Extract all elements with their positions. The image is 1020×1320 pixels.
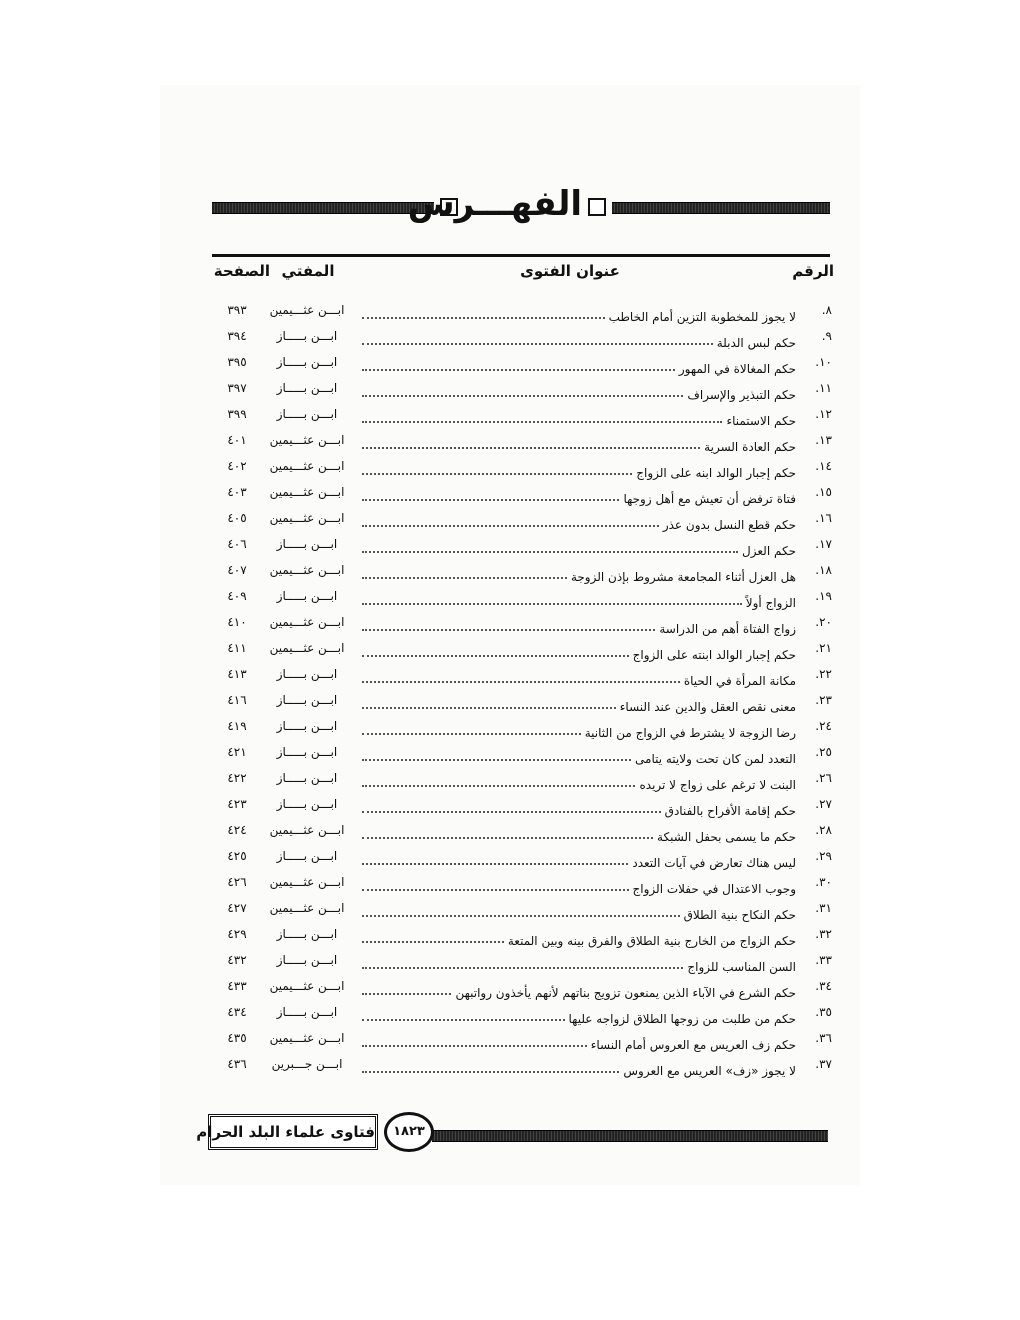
row-page: ٤٢٥ [227, 849, 247, 863]
row-page: ٤٢٧ [227, 901, 247, 915]
table-row [0, 976, 1020, 1002]
row-mufti: ابـــن عثـــيمين [269, 641, 345, 655]
row-number: ٢٢. [815, 667, 832, 681]
row-page: ٤٠١ [227, 433, 247, 447]
row-title: حكم الاستمناء [726, 414, 796, 428]
row-title: السن المناسب للزواج [687, 960, 796, 974]
row-page: ٤٣٢ [227, 953, 247, 967]
table-row [0, 508, 1020, 534]
row-title-cell [362, 614, 796, 636]
row-title: حكم العادة السرية [704, 440, 796, 454]
row-title: حكم لبس الدبلة [716, 336, 796, 350]
row-title-cell [362, 302, 796, 324]
row-page: ٣٩٣ [227, 303, 247, 317]
row-title-cell [362, 432, 796, 454]
footer-bar [432, 1130, 828, 1142]
table-row [0, 690, 1020, 716]
row-title: لا يجوز للمخطوبة التزين أمام الخاطب [608, 310, 796, 324]
table-row [0, 664, 1020, 690]
row-page: ٤٢١ [227, 745, 247, 759]
row-mufti: ابـــن بـــــاز [276, 693, 338, 707]
row-title-cell [362, 536, 796, 558]
row-title: وجوب الاعتدال في حفلات الزواج [632, 882, 796, 896]
dot-leader [362, 759, 631, 761]
dot-leader [362, 1045, 587, 1047]
dot-leader [362, 447, 700, 449]
index-title: الفهـــرس [407, 184, 582, 224]
row-number: ١٩. [815, 589, 832, 603]
row-page: ٤٠٧ [227, 563, 247, 577]
row-title-cell [362, 666, 796, 688]
row-title: حكم المغالاة في المهور [678, 362, 796, 376]
row-title: حكم من طلبت من زوجها الطلاق لزواجه عليها [568, 1012, 796, 1026]
dot-leader [362, 629, 655, 631]
page-number: ١٨٢٣ [384, 1112, 434, 1152]
row-mufti: ابـــن عثـــيمين [269, 875, 345, 889]
table-row [0, 612, 1020, 638]
row-title-cell [362, 692, 796, 714]
row-mufti: ابـــن عثـــيمين [269, 615, 345, 629]
row-title-cell [362, 406, 796, 428]
row-title-cell [362, 926, 796, 948]
row-title-cell [362, 380, 796, 402]
row-title: رضا الزوجة لا يشترط في الزواج من الثانية [584, 726, 796, 740]
table-row [0, 404, 1020, 430]
row-page: ٤٠٣ [227, 485, 247, 499]
row-title-cell [362, 900, 796, 922]
row-mufti: ابـــن بـــــاز [276, 407, 338, 421]
row-title: حكم إقامة الأفراح بالفنادق [664, 804, 796, 818]
row-page: ٤١١ [227, 641, 247, 655]
row-page: ٤٢٢ [227, 771, 247, 785]
table-row [0, 1054, 1020, 1080]
row-title-cell [362, 354, 796, 376]
table-row [0, 768, 1020, 794]
row-title: زواج الفتاة أهم من الدراسة [659, 622, 796, 636]
dot-leader [362, 915, 680, 917]
row-title: معنى نقص العقل والدين عند النساء [619, 700, 796, 714]
row-mufti: ابـــن بـــــاز [276, 355, 338, 369]
row-mufti: ابـــن بـــــاز [276, 537, 338, 551]
row-number: ٣٤. [815, 979, 832, 993]
dot-leader [362, 395, 683, 397]
row-mufti: ابـــن بـــــاز [276, 927, 338, 941]
row-title-cell [362, 848, 796, 870]
dot-leader [362, 499, 619, 501]
row-title-cell [362, 640, 796, 662]
row-number: ١٠. [815, 355, 832, 369]
dot-leader [362, 941, 504, 943]
dot-leader [362, 967, 683, 969]
row-title-cell [362, 718, 796, 740]
row-number: ١٥. [815, 485, 832, 499]
row-page: ٤٢٣ [227, 797, 247, 811]
column-header-mufti: المفتي [281, 262, 335, 280]
row-number: ٢٦. [815, 771, 832, 785]
table-row [0, 560, 1020, 586]
dot-leader [362, 551, 738, 553]
row-title: التعدد لمن كان تحت ولايته يتامى [635, 752, 796, 766]
row-mufti: ابـــن بـــــاز [276, 719, 338, 733]
row-title: حكم إجبار الوالد ابنته على الزواج [632, 648, 796, 662]
row-mufti: ابـــن جـــبرين [271, 1057, 343, 1071]
row-page: ٣٩٩ [227, 407, 247, 421]
row-title-cell [362, 822, 796, 844]
row-page: ٤٣٤ [227, 1005, 247, 1019]
table-row [0, 898, 1020, 924]
dot-leader [362, 733, 581, 735]
row-number: ٣٢. [815, 927, 832, 941]
row-mufti: ابـــن عثـــيمين [269, 563, 345, 577]
row-title-cell [362, 978, 796, 1000]
row-title-cell [362, 952, 796, 974]
row-title: حكم ما يسمى بحفل الشبكة [657, 830, 796, 844]
dot-leader [362, 811, 661, 813]
table-row [0, 1028, 1020, 1054]
row-number: ٩. [821, 329, 832, 343]
row-number: ١٤. [815, 459, 832, 473]
row-page: ٣٩٧ [227, 381, 247, 395]
row-title-cell [362, 796, 796, 818]
dot-leader [362, 421, 722, 423]
row-page: ٤٠٦ [227, 537, 247, 551]
row-title-cell [362, 588, 796, 610]
table-row [0, 586, 1020, 612]
row-title-cell [362, 744, 796, 766]
table-row [0, 456, 1020, 482]
row-number: ٢٩. [815, 849, 832, 863]
row-number: ٢٥. [815, 745, 832, 759]
row-title-cell [362, 874, 796, 896]
row-number: ١١. [815, 381, 832, 395]
page-footer [196, 1110, 828, 1158]
dot-leader [362, 473, 632, 475]
row-number: ٢٧. [815, 797, 832, 811]
row-number: ١٨. [815, 563, 832, 577]
row-mufti: ابـــن عثـــيمين [269, 485, 345, 499]
row-mufti: ابـــن بـــــاز [276, 771, 338, 785]
dot-leader [362, 525, 659, 527]
row-title-cell [362, 562, 796, 584]
row-title-cell [362, 1004, 796, 1026]
row-page: ٤٢٩ [227, 927, 247, 941]
row-number: ١٧. [815, 537, 832, 551]
row-number: ٣٥. [815, 1005, 832, 1019]
row-title-cell [362, 1030, 796, 1052]
table-row [0, 482, 1020, 508]
header-rule [212, 254, 830, 257]
row-mufti: ابـــن بـــــاز [276, 589, 338, 603]
table-row [0, 430, 1020, 456]
row-number: ٣١. [815, 901, 832, 915]
row-page: ٤٣٣ [227, 979, 247, 993]
row-number: ٣٣. [815, 953, 832, 967]
row-title: حكم الزواج من الخارج بنية الطلاق والفرق بينه وبين المتعة [507, 934, 796, 948]
dot-leader [362, 863, 628, 865]
table-row [0, 352, 1020, 378]
row-title-cell [362, 770, 796, 792]
row-title-cell [362, 484, 796, 506]
column-header-title: عنوان الفتوى [520, 262, 620, 280]
row-number: ٢٣. [815, 693, 832, 707]
row-page: ٤١٩ [227, 719, 247, 733]
table-row [0, 950, 1020, 976]
dot-leader [362, 1071, 619, 1073]
dot-leader [362, 577, 567, 579]
row-mufti: ابـــن عثـــيمين [269, 979, 345, 993]
dot-leader [362, 889, 629, 891]
row-title: حكم زف العريس مع العروس أمام النساء [590, 1038, 796, 1052]
row-page: ٤٠٥ [227, 511, 247, 525]
table-row [0, 872, 1020, 898]
column-header-page: الصفحة [213, 262, 270, 280]
dot-leader [362, 603, 742, 605]
row-title: هل العزل أثناء المجامعة مشروط بإذن الزوجة [570, 570, 796, 584]
row-mufti: ابـــن بـــــاز [276, 1005, 338, 1019]
row-title: حكم إجبار الوالد ابنه على الزواج [636, 466, 796, 480]
row-title: الزواج أولاً [745, 596, 796, 610]
table-row [0, 794, 1020, 820]
row-number: ٣٧. [815, 1057, 832, 1071]
table-row [0, 1002, 1020, 1028]
table-row [0, 716, 1020, 742]
row-title: حكم قطع النسل بدون عذر [662, 518, 796, 532]
row-title: حكم الشرع في الآباء الذين يمنعون تزويج بناتهم لأنهم يأخذون رواتبهن [455, 986, 796, 1000]
row-page: ٤٣٦ [227, 1057, 247, 1071]
row-title-cell [362, 1056, 796, 1078]
row-page: ٣٩٤ [227, 329, 247, 343]
row-mufti: ابـــن بـــــاز [276, 745, 338, 759]
table-row [0, 534, 1020, 560]
dot-leader [362, 707, 616, 709]
row-title-cell [362, 458, 796, 480]
row-title: لا يجوز «زف» العريس مع العروس [623, 1064, 796, 1078]
row-page: ٤١٦ [227, 693, 247, 707]
dot-leader [362, 681, 680, 683]
row-number: ٢٨. [815, 823, 832, 837]
row-title: فتاة ترفض أن تعيش مع أهل زوجها [623, 492, 796, 506]
header-bar-right [612, 202, 830, 214]
row-page: ٤٣٥ [227, 1031, 247, 1045]
row-mufti: ابـــن عثـــيمين [269, 1031, 345, 1045]
table-row [0, 924, 1020, 950]
dot-leader [362, 785, 635, 787]
table-row [0, 326, 1020, 352]
table-row [0, 820, 1020, 846]
row-page: ٤١٠ [227, 615, 247, 629]
square-ornament-icon [588, 198, 606, 216]
row-page: ٤٠٢ [227, 459, 247, 473]
table-row [0, 300, 1020, 326]
dot-leader [362, 655, 629, 657]
row-mufti: ابـــن بـــــاز [276, 329, 338, 343]
table-row [0, 638, 1020, 664]
index-header [212, 178, 830, 234]
table-row [0, 378, 1020, 404]
column-header-number: الرقم [792, 262, 834, 280]
row-number: ٨. [821, 303, 832, 317]
dot-leader [362, 1019, 565, 1021]
row-mufti: ابـــن عثـــيمين [269, 823, 345, 837]
row-mufti: ابـــن بـــــاز [276, 381, 338, 395]
row-title: حكم العزل [742, 544, 796, 558]
row-number: ٢٤. [815, 719, 832, 733]
dot-leader [362, 317, 605, 319]
row-number: ١٢. [815, 407, 832, 421]
row-mufti: ابـــن بـــــاز [276, 953, 338, 967]
row-number: ٢١. [815, 641, 832, 655]
row-title-cell [362, 510, 796, 532]
row-mufti: ابـــن عثـــيمين [269, 433, 345, 447]
row-mufti: ابـــن عثـــيمين [269, 511, 345, 525]
table-row [0, 846, 1020, 872]
row-page: ٣٩٥ [227, 355, 247, 369]
dot-leader [362, 343, 713, 345]
row-title: البنت لا ترغم على زواج لا تريده [639, 778, 796, 792]
row-title-cell [362, 328, 796, 350]
dot-leader [362, 993, 451, 995]
row-mufti: ابـــن عثـــيمين [269, 303, 345, 317]
row-page: ٤٢٦ [227, 875, 247, 889]
book-title: فتاوى علماء البلد الحرام [208, 1114, 378, 1150]
row-mufti: ابـــن عثـــيمين [269, 901, 345, 915]
row-page: ٤٠٩ [227, 589, 247, 603]
row-title: حكم النكاح بنية الطلاق [683, 908, 796, 922]
row-number: ١٦. [815, 511, 832, 525]
header-bar-left [212, 202, 434, 214]
row-number: ٢٠. [815, 615, 832, 629]
dot-leader [362, 837, 653, 839]
table-row [0, 742, 1020, 768]
row-page: ٤١٣ [227, 667, 247, 681]
row-mufti: ابـــن بـــــاز [276, 797, 338, 811]
row-mufti: ابـــن بـــــاز [276, 667, 338, 681]
row-title: مكانة المرأة في الحياة [683, 674, 796, 688]
row-number: ١٣. [815, 433, 832, 447]
row-mufti: ابـــن عثـــيمين [269, 459, 345, 473]
row-number: ٣٦. [815, 1031, 832, 1045]
row-number: ٣٠. [815, 875, 832, 889]
dot-leader [362, 369, 675, 371]
row-title: ليس هناك تعارض في آيات التعدد [632, 856, 796, 870]
row-title: حكم التبذير والإسراف [687, 388, 796, 402]
row-mufti: ابـــن بـــــاز [276, 849, 338, 863]
row-page: ٤٢٤ [227, 823, 247, 837]
